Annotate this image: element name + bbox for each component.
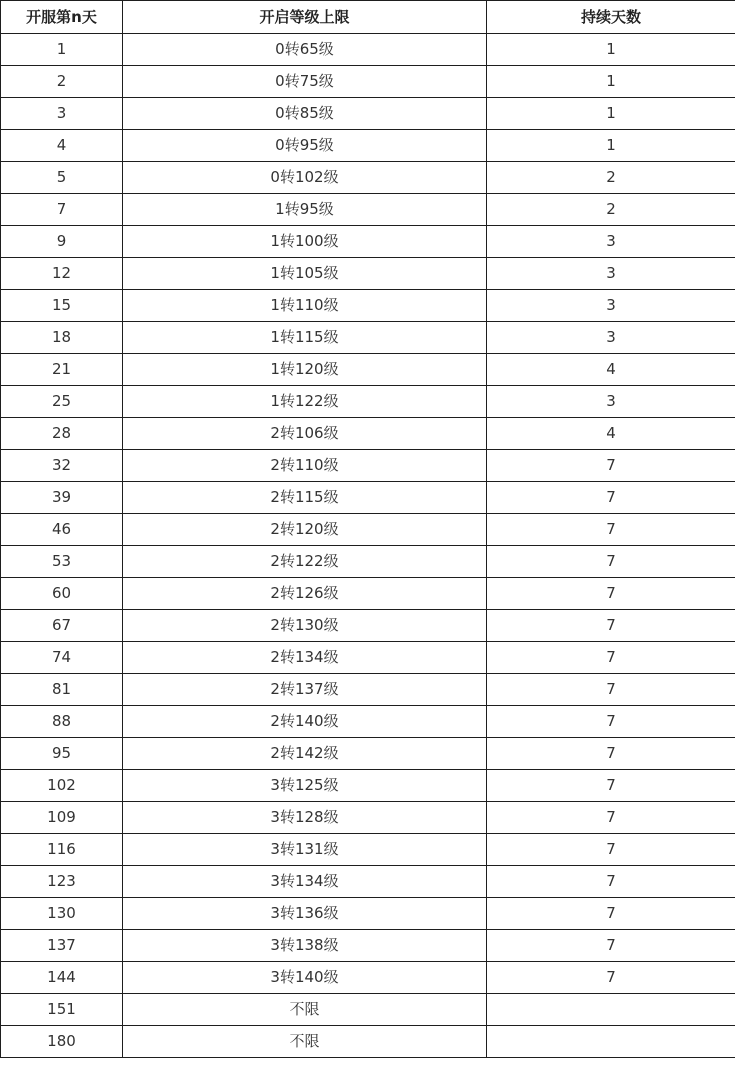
cell-server-day: 12: [1, 258, 123, 290]
cell-duration-days: 7: [487, 930, 735, 962]
table-row: [1, 642, 735, 674]
cell-server-day: 5: [1, 162, 123, 194]
cell-duration-days: 3: [487, 322, 735, 354]
cell-level-cap: 0转65级: [123, 34, 487, 66]
table-row: [1, 1026, 735, 1058]
cell-level-cap: 2转142级: [123, 738, 487, 770]
cell-server-day: 116: [1, 834, 123, 866]
cell-server-day: 32: [1, 450, 123, 482]
cell-duration-days: 7: [487, 546, 735, 578]
cell-level-cap: 3转140级: [123, 962, 487, 994]
cell-level-cap: 1转122级: [123, 386, 487, 418]
cell-level-cap: 2转120级: [123, 514, 487, 546]
cell-server-day: 1: [1, 34, 123, 66]
cell-level-cap: 1转115级: [123, 322, 487, 354]
cell-level-cap: 不限: [123, 994, 487, 1026]
cell-level-cap: 1转95级: [123, 194, 487, 226]
cell-server-day: 88: [1, 706, 123, 738]
cell-duration-days: [487, 1026, 735, 1058]
cell-server-day: 28: [1, 418, 123, 450]
table-row: [1, 386, 735, 418]
cell-duration-days: 4: [487, 354, 735, 386]
cell-duration-days: 7: [487, 706, 735, 738]
cell-server-day: 60: [1, 578, 123, 610]
table-row: [1, 802, 735, 834]
cell-server-day: 67: [1, 610, 123, 642]
table-row: [1, 162, 735, 194]
table-row: [1, 34, 735, 66]
table-row: [1, 706, 735, 738]
cell-level-cap: 0转75级: [123, 66, 487, 98]
table-row: [1, 354, 735, 386]
cell-level-cap: 1转120级: [123, 354, 487, 386]
cell-server-day: 15: [1, 290, 123, 322]
cell-server-day: 7: [1, 194, 123, 226]
table-body: [1, 34, 735, 1058]
cell-duration-days: 7: [487, 610, 735, 642]
cell-duration-days: 4: [487, 418, 735, 450]
cell-server-day: 109: [1, 802, 123, 834]
header-level-cap: 开启等级上限: [123, 1, 487, 34]
cell-server-day: 130: [1, 898, 123, 930]
cell-duration-days: 7: [487, 578, 735, 610]
cell-server-day: 137: [1, 930, 123, 962]
table-row: [1, 578, 735, 610]
cell-server-day: 4: [1, 130, 123, 162]
cell-server-day: 180: [1, 1026, 123, 1058]
header-duration-days: 持续天数: [487, 1, 735, 34]
cell-level-cap: 2转130级: [123, 610, 487, 642]
cell-level-cap: 3转138级: [123, 930, 487, 962]
table-row: [1, 674, 735, 706]
table-row: [1, 194, 735, 226]
cell-server-day: 18: [1, 322, 123, 354]
table-row: [1, 290, 735, 322]
cell-duration-days: 1: [487, 34, 735, 66]
cell-duration-days: 7: [487, 834, 735, 866]
cell-duration-days: 7: [487, 898, 735, 930]
cell-server-day: 9: [1, 226, 123, 258]
table-row: [1, 610, 735, 642]
cell-duration-days: 2: [487, 194, 735, 226]
cell-level-cap: 2转134级: [123, 642, 487, 674]
cell-level-cap: 1转100级: [123, 226, 487, 258]
cell-server-day: 39: [1, 482, 123, 514]
cell-server-day: 123: [1, 866, 123, 898]
cell-duration-days: 1: [487, 130, 735, 162]
cell-duration-days: 7: [487, 450, 735, 482]
cell-duration-days: 1: [487, 66, 735, 98]
table-row: [1, 930, 735, 962]
table-row: [1, 418, 735, 450]
cell-duration-days: 2: [487, 162, 735, 194]
cell-server-day: 74: [1, 642, 123, 674]
cell-level-cap: 2转122级: [123, 546, 487, 578]
cell-server-day: 25: [1, 386, 123, 418]
table-row: [1, 962, 735, 994]
cell-duration-days: 7: [487, 962, 735, 994]
table-row: [1, 66, 735, 98]
cell-duration-days: 3: [487, 226, 735, 258]
cell-duration-days: 1: [487, 98, 735, 130]
cell-server-day: 102: [1, 770, 123, 802]
cell-duration-days: 7: [487, 514, 735, 546]
cell-level-cap: 1转105级: [123, 258, 487, 290]
cell-level-cap: 2转140级: [123, 706, 487, 738]
cell-server-day: 53: [1, 546, 123, 578]
cell-server-day: 21: [1, 354, 123, 386]
cell-level-cap: 0转95级: [123, 130, 487, 162]
table-row: [1, 738, 735, 770]
cell-duration-days: 7: [487, 674, 735, 706]
cell-server-day: 46: [1, 514, 123, 546]
cell-duration-days: 3: [487, 258, 735, 290]
table-row: [1, 450, 735, 482]
cell-level-cap: 3转136级: [123, 898, 487, 930]
table-row: [1, 98, 735, 130]
cell-server-day: 95: [1, 738, 123, 770]
cell-server-day: 3: [1, 98, 123, 130]
cell-server-day: 144: [1, 962, 123, 994]
table-row: [1, 482, 735, 514]
cell-level-cap: 2转137级: [123, 674, 487, 706]
table-row: [1, 994, 735, 1026]
cell-server-day: 81: [1, 674, 123, 706]
cell-level-cap: 2转106级: [123, 418, 487, 450]
cell-level-cap: 0转102级: [123, 162, 487, 194]
table-row: [1, 226, 735, 258]
header-server-day: 开服第n天: [1, 1, 123, 34]
cell-duration-days: 3: [487, 386, 735, 418]
cell-duration-days: 7: [487, 642, 735, 674]
cell-level-cap: 2转126级: [123, 578, 487, 610]
table-row: [1, 258, 735, 290]
cell-level-cap: 3转128级: [123, 802, 487, 834]
header-row: [1, 1, 735, 34]
cell-server-day: 2: [1, 66, 123, 98]
cell-level-cap: 2转115级: [123, 482, 487, 514]
table-row: [1, 834, 735, 866]
cell-level-cap: 0转85级: [123, 98, 487, 130]
cell-duration-days: [487, 994, 735, 1026]
table-row: [1, 770, 735, 802]
table-row: [1, 514, 735, 546]
table-row: [1, 546, 735, 578]
cell-level-cap: 3转131级: [123, 834, 487, 866]
cell-duration-days: 7: [487, 802, 735, 834]
cell-level-cap: 2转110级: [123, 450, 487, 482]
table-row: [1, 866, 735, 898]
cell-duration-days: 7: [487, 738, 735, 770]
cell-duration-days: 3: [487, 290, 735, 322]
table-row: [1, 898, 735, 930]
cell-level-cap: 1转110级: [123, 290, 487, 322]
table-row: [1, 130, 735, 162]
cell-duration-days: 7: [487, 482, 735, 514]
cell-level-cap: 3转125级: [123, 770, 487, 802]
cell-server-day: 151: [1, 994, 123, 1026]
cell-level-cap: 不限: [123, 1026, 487, 1058]
cell-level-cap: 3转134级: [123, 866, 487, 898]
cell-duration-days: 7: [487, 866, 735, 898]
table-row: [1, 322, 735, 354]
cell-duration-days: 7: [487, 770, 735, 802]
